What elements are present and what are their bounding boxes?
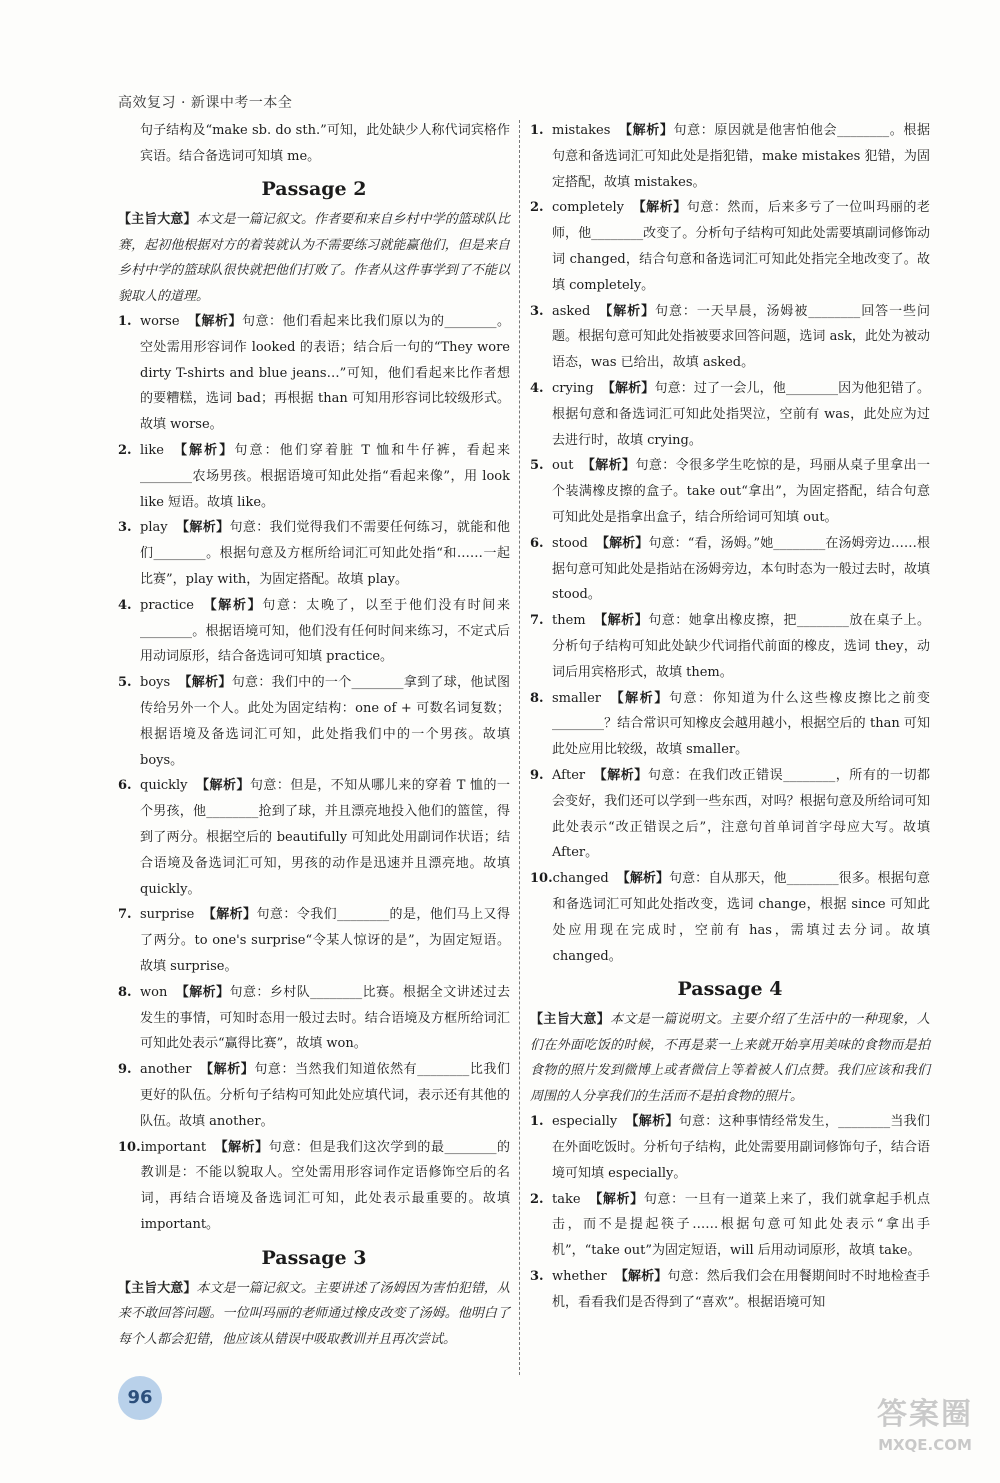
item-number: 4.	[530, 380, 544, 396]
analysis-tag: 【解析】	[187, 314, 243, 329]
answer-word: another	[140, 1062, 192, 1078]
answer-word: quickly	[140, 778, 188, 794]
item-number: 9.	[118, 1062, 132, 1078]
item-body	[552, 195, 930, 298]
item-number: 10.	[118, 1139, 141, 1155]
passage-3-summary	[118, 1276, 510, 1353]
answer-item	[530, 686, 930, 763]
item-body	[552, 453, 930, 530]
answer-item	[530, 866, 930, 969]
passage-3-answers	[530, 118, 930, 969]
analysis-tag: 【解析】	[178, 675, 232, 691]
passage-2-summary	[118, 207, 510, 309]
continued-explanation: 句子结构及“make sb. do sth.”可知，此处缺少人称代词宾格作宾语。结合备选词可知填 me。	[140, 123, 510, 164]
analysis-text: 句意：令很多学生吃惊的是，玛丽从桌子里拿出一个装满橡皮擦的盒子。take out“拿出”，为固定搭配，结合句意可知此处是指拿出盒子，结合所给词可知填 out。	[552, 458, 930, 525]
item-body	[552, 299, 930, 376]
analysis-tag: 【解析】	[593, 613, 649, 629]
answer-item	[530, 118, 930, 195]
answer-item	[118, 902, 510, 979]
left-column	[118, 118, 510, 1352]
analysis-tag: 【解析】	[201, 597, 263, 613]
analysis-tag: 【解析】	[614, 1269, 668, 1285]
item-number: 9.	[530, 767, 544, 783]
analysis-tag: 【解析】	[581, 458, 636, 474]
passage-2-answers	[118, 309, 510, 1238]
item-number: 3.	[118, 520, 132, 536]
answer-item	[530, 299, 930, 376]
analysis-text: 句意：这种事情经常发生，________当我们在外面吃饭时。分析句子结构，此处需要用副词修饰句子，结合语境可知填 especially。	[552, 1114, 930, 1181]
analysis-tag: 【解析】	[593, 767, 648, 783]
answer-word: worse	[140, 314, 180, 329]
answer-item	[530, 1264, 930, 1316]
analysis-text: 句意：然后我们会在用餐期间时不时地检查手机，看看我们是否得到了“喜欢”。根据语境可知	[552, 1269, 930, 1310]
analysis-text: 句意：你知道为什么这些橡皮擦比之前变________？结合常识可知橡皮会越用越小，根据空后的 than 可知此处应用比较级，故填 smaller。	[552, 690, 930, 758]
analysis-tag: 【解析】	[202, 907, 257, 923]
analysis-tag: 【解析】	[214, 1139, 269, 1155]
answer-word: out	[552, 458, 574, 474]
item-number: 7.	[118, 907, 132, 923]
answer-item	[530, 453, 930, 530]
passage-2-title: Passage 2	[261, 178, 367, 200]
answer-item	[530, 376, 930, 453]
answer-word: mistakes	[552, 123, 611, 138]
answer-word: important	[140, 1139, 207, 1155]
analysis-text: 句意：但是，不知从哪儿来的穿着 T 恤的一个男孩，他________抢到了球，并且漂亮地投入他们的篮筐，得到了两分。根据空后的 beautifully 可知此处用副词作状语；结合语境及备选词汇可知，男孩的动作是迅速并且漂亮地。故填 quickly。	[140, 778, 510, 897]
item-body	[140, 1057, 510, 1134]
answer-item	[118, 309, 510, 438]
item-body	[140, 515, 510, 592]
item-body	[552, 686, 930, 763]
answer-word: especially	[552, 1114, 618, 1130]
analysis-text: 句意：令我们________的是，他们马上又得了两分。to one's surprise“令某人惊讶的是”，为固定短语。故填 surprise。	[140, 907, 510, 974]
analysis-text: 句意：“看，汤姆。”她________在汤姆旁边……根据句意可知此处是指站在汤姆旁边，本句时态为一般过去时，故填 stood。	[552, 535, 930, 603]
item-number: 2.	[530, 200, 544, 216]
item-body	[141, 1135, 510, 1238]
page-number-badge: 96	[118, 1376, 162, 1420]
item-number: 10.	[530, 871, 553, 887]
watermark-logo	[855, 1395, 995, 1475]
item-body	[552, 1187, 930, 1264]
item-number: 8.	[530, 690, 544, 706]
analysis-text: 句意：自从那天，他________很多。根据句意和备选词汇可知此处指改变，选词 change，根据 since 可知此处应用现在完成时，空前有 has，需填过去分词。故填 changed。	[552, 871, 930, 964]
analysis-text: 句意：当然我们知道依然有________比我们更好的队伍。分析句子结构可知此处应填代词，表示还有其他的队伍。故填 another。	[140, 1062, 510, 1129]
answer-word: crying	[552, 380, 594, 396]
item-number: 6.	[118, 778, 132, 794]
analysis-tag: 【解析】	[171, 442, 235, 458]
answer-item	[118, 1135, 510, 1238]
summary-text: 本文是一篇记叙文。作者要和来自乡村中学的篮球队比赛，起初他根据对方的着装就认为不需要练习就能赢他们，但是来自乡村中学的篮球队很快就把他们打败了。作者从这件事学到了不能以貌取人的道理。	[118, 212, 510, 304]
summary-text: 本文是一篇记叙文。主要讲述了汤姆因为害怕犯错，从来不敢回答问题。一位叫玛丽的老师通过橡皮改变了汤姆。他明白了每个人都会犯错，他应该从错误中吸取教训并且再次尝试。	[118, 1280, 510, 1347]
item-body	[552, 1109, 930, 1186]
analysis-tag: 【解析】	[175, 520, 230, 536]
answer-word: surprise	[140, 907, 195, 923]
summary-tag: 【主旨大意】	[118, 212, 197, 227]
item-body	[552, 763, 930, 866]
item-number: 7.	[530, 613, 544, 629]
analysis-text: 句意：他们看起来比我们原以为的________。空处需用形容词作 looked 的表语；结合后一句的“They wore dirty T-shirts and blue jeans…”可知，他们看起来比作者想的要糟糕，选词 bad；再根据 than 可知用形容词比较级形式。故填 worse。	[140, 314, 510, 433]
analysis-tag: 【解析】	[608, 690, 669, 706]
answer-item	[530, 763, 930, 866]
answer-item	[118, 773, 510, 902]
answer-item	[530, 531, 930, 608]
answer-word: boys	[140, 675, 171, 691]
answer-item	[530, 195, 930, 298]
analysis-text: 句意：乡村队________比赛。根据全文讲述过去发生的事情，可知时态用一般过去时。结合语境及方框所给词汇可知此处表示“赢得比赛”，故填 won。	[140, 984, 510, 1052]
item-number: 5.	[118, 675, 132, 691]
answer-item	[118, 515, 510, 592]
item-number: 2.	[118, 442, 132, 458]
analysis-text: 句意：在我们改正错误________，所有的一切都会变好，我们还可以学到一些东西，对吗？根据句意及所给词可知此处表示“改正错误之后”，注意句首单词首字母应大写。故填 After。	[552, 767, 930, 861]
passage-4-summary	[530, 1007, 930, 1109]
analysis-tag: 【解析】	[632, 200, 687, 216]
running-header: 高效复习 · 新课中考一本全	[118, 95, 293, 111]
answer-item	[530, 1187, 930, 1264]
item-number: 4.	[118, 597, 132, 613]
answer-item	[118, 1057, 510, 1134]
answer-word: changed	[552, 871, 609, 887]
item-body	[140, 309, 510, 438]
analysis-text: 句意：然而，后来多亏了一位叫玛丽的老师，他________改变了。分析句子结构可知此处需要填副词修饰动词 changed，结合句意和备选词汇可知此处指完全地改变了。故填 completely。	[552, 200, 930, 293]
item-body	[140, 902, 510, 979]
analysis-tag: 【解析】	[195, 778, 250, 794]
analysis-text: 句意：我们觉得我们不需要任何练习，就能和他们________。根据句意及方框所给词汇可知此处指“和……一起比赛”，play with，为固定搭配。故填 play。	[140, 520, 510, 587]
answer-word: practice	[140, 597, 194, 613]
analysis-text: 句意：过了一会儿，他________因为他犯错了。根据句意和备选词汇可知此处指哭泣，空前有 was，此处应为过去进行时，故填 crying。	[552, 380, 930, 448]
answer-word: play	[140, 520, 168, 536]
item-body	[140, 438, 510, 515]
answer-word: take	[552, 1191, 581, 1207]
item-number: 2.	[530, 1191, 544, 1207]
summary-tag: 【主旨大意】	[118, 1280, 197, 1296]
analysis-tag: 【解析】	[199, 1062, 255, 1078]
analysis-text: 句意：一天早晨，汤姆被________回答一些问题。根据句意可知此处指被要求回答问题，选词 ask，此处为被动语态，was 已给出，故填 asked。	[552, 303, 930, 371]
column-divider	[519, 120, 520, 1375]
answer-item	[530, 608, 930, 685]
analysis-tag: 【解析】	[175, 984, 230, 1000]
analysis-text: 句意：但是我们这次学到的最________的教训是：不能以貌取人。空处需用形容词作定语修饰空后的名词，再结合语境及备选词汇可知，此处表示最重要的。故填 important。	[140, 1139, 510, 1232]
summary-text: 本文是一篇说明文。主要介绍了生活中的一种现象，人们在外面吃饭的时候，不再是菜一上来就开始享用美味的食物而是拍食物的照片发到微博上或者微信上等着被人们点赞。我们应该和我们周围的人分享我们的生活而不是拍食物的照片。	[530, 1012, 930, 1104]
answer-word: After	[552, 767, 586, 783]
answer-word: smaller	[552, 690, 601, 706]
answer-word: asked	[552, 303, 591, 319]
analysis-text: 句意：原因就是他害怕他会________。根据句意和备选词汇可知此处是指犯错，make mistakes 犯错，为固定搭配，故填 mistakes。	[552, 123, 930, 190]
item-body	[552, 118, 930, 195]
analysis-text: 句意：我们中的一个________拿到了球，他试图传给另外一个人。此处为固定结构：one of + 可数名词复数；根据语境及备选词汇可知，此处指我们中的一个男孩。故填 boys。	[140, 675, 510, 768]
item-number: 1.	[118, 314, 132, 329]
answer-item	[118, 593, 510, 670]
item-body	[552, 1264, 930, 1316]
analysis-tag: 【解析】	[595, 535, 649, 551]
analysis-tag: 【解析】	[625, 1114, 679, 1130]
item-body	[140, 670, 510, 773]
answer-word: stood	[552, 535, 588, 551]
answer-item	[118, 438, 510, 515]
analysis-text: 句意：她拿出橡皮擦，把________放在桌子上。分析句子结构可知此处缺少代词指代前面的橡皮，选词 they，动词后用宾格形式，故填 them。	[552, 613, 930, 680]
item-body	[140, 980, 510, 1057]
answer-item	[118, 670, 510, 773]
item-body	[552, 531, 930, 608]
item-body	[140, 773, 510, 902]
item-number: 3.	[530, 303, 544, 319]
analysis-tag: 【解析】	[598, 303, 656, 319]
analysis-text: 句意：一旦有一道菜上来了，我们就拿起手机点击，而不是提起筷子……根据句意可知此处表示“拿出手机”，“take out”为固定短语，will 后用动词原形，故填 take。	[552, 1191, 930, 1259]
answer-word: won	[140, 984, 168, 1000]
analysis-text: 句意：他们穿着脏 T 恤和牛仔裤，看起来________农场男孩。根据语境可知此处指“看起来像”，用 look like 短语。故填 like。	[140, 442, 510, 510]
analysis-tag: 【解析】	[616, 871, 670, 887]
passage-3-title: Passage 3	[261, 1246, 367, 1269]
analysis-tag: 【解析】	[588, 1191, 644, 1207]
summary-tag: 【主旨大意】	[530, 1012, 611, 1028]
answer-word: like	[140, 442, 164, 458]
item-number: 5.	[530, 458, 544, 474]
watermark-url: MXQE.COM	[878, 1436, 972, 1454]
item-number: 6.	[530, 535, 544, 551]
answer-item	[530, 1109, 930, 1186]
item-body	[552, 608, 930, 685]
item-body	[553, 866, 930, 969]
passage-4-title: Passage 4	[677, 978, 783, 1001]
analysis-text: 句意：太晚了，以至于他们没有时间来________。根据语境可知，他们没有任何时间来练习，不定式后用动词原形，结合备选词可知填 practice。	[140, 597, 510, 665]
answer-word: completely	[552, 200, 625, 216]
item-body	[552, 376, 930, 453]
answer-item	[118, 980, 510, 1057]
item-number: 3.	[530, 1269, 544, 1285]
passage-4-answers	[530, 1109, 930, 1315]
answer-word: them	[552, 613, 586, 629]
watermark-text: 答案圈	[877, 1397, 973, 1432]
right-column	[530, 118, 930, 1316]
analysis-tag: 【解析】	[618, 123, 674, 138]
item-number: 1.	[530, 1114, 544, 1130]
item-number: 1.	[530, 123, 544, 138]
answer-word: whether	[552, 1269, 607, 1285]
item-body	[140, 593, 510, 670]
analysis-tag: 【解析】	[601, 380, 655, 396]
item-number: 8.	[118, 984, 132, 1000]
